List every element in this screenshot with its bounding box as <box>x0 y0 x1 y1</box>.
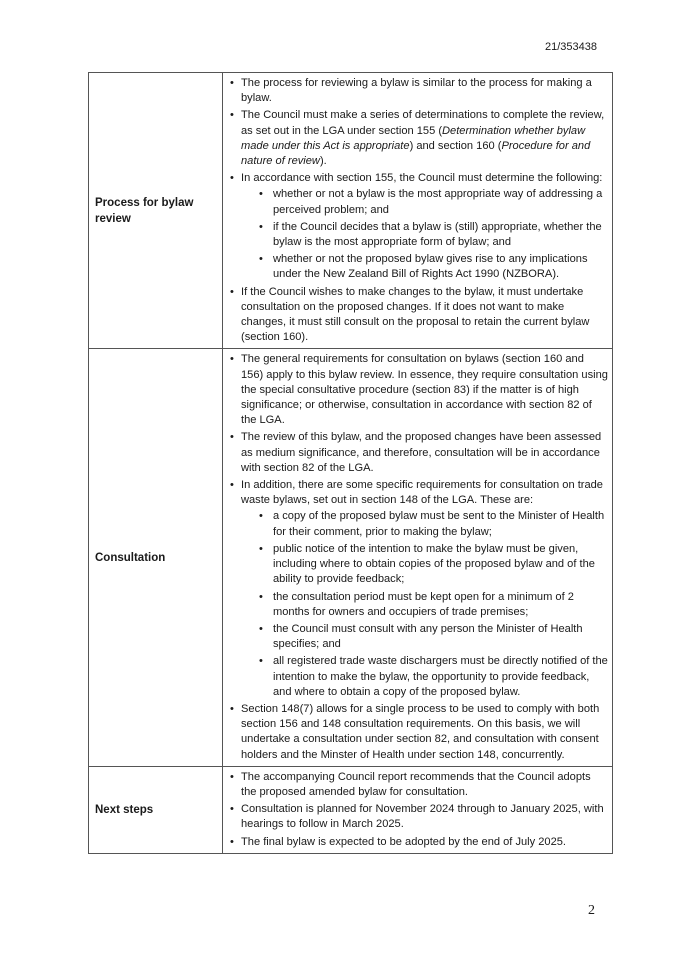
list-item: • Section 148(7) allows for a single process to be used to comply with both section 156 and 148 consultation requirements. On this basis, we will undertake a consultation under section 82, and consultation with consent holders and the Minster of Health under section 148, concurrently. <box>229 702 608 763</box>
list-item: • The Council must make a series of determinations to complete the review, as set out in the LGA under section 155 (Determination whether bylaw made under this Act is appropriate) and section 160 (Procedure for and nature of review). <box>229 108 608 169</box>
bullet-list <box>229 76 608 345</box>
table-row <box>89 349 613 766</box>
list-item: • If the Council wishes to make changes to the bylaw, it must undertake consultation on the proposed changes. If it does not want to make changes, it must still consult on the proposal to retain the current bylaw (section 160). <box>229 285 608 346</box>
list-item: • The accompanying Council report recommends that the Council adopts the proposed amended bylaw for consultation. <box>229 770 608 800</box>
table-row <box>89 766 613 853</box>
document-reference: 21/353438 <box>545 41 597 53</box>
row-content <box>223 73 613 349</box>
bullet-list <box>229 352 608 762</box>
sub-list-item: • all registered trade waste dischargers must be directly notified of the intention to make the bylaw, the opportunity to provide feedback, and where to obtain a copy of the proposed bylaw. <box>241 654 608 700</box>
list-item: • The general requirements for consultation on bylaws (section 160 and 156) apply to this bylaw review. In essence, they require consultation using the special consultative procedure (section 83) if the matter is of high significance; or otherwise, consultation in accordance with section 82 of the LGA. <box>229 352 608 428</box>
row-content <box>223 349 613 766</box>
list-item: • The process for reviewing a bylaw is similar to the process for making a bylaw. <box>229 76 608 106</box>
row-label: Consultation <box>89 349 223 766</box>
sub-list-item: • public notice of the intention to make the bylaw must be given, including where to obtain copies of the proposed bylaw and of the ability to provide feedback; <box>241 542 608 588</box>
bylaw-review-table <box>88 72 613 854</box>
row-content <box>223 766 613 853</box>
sub-bullet-list <box>241 509 608 699</box>
row-label: Next steps <box>89 766 223 853</box>
sub-list-item: • whether or not a bylaw is the most appropriate way of addressing a perceived problem; and <box>241 187 608 217</box>
row-label: Process for bylaw review <box>89 73 223 349</box>
sub-list-item: • the Council must consult with any person the Minister of Health specifies; and <box>241 622 608 652</box>
sub-list-item: • a copy of the proposed bylaw must be sent to the Minister of Health for their comment, prior to making the bylaw; <box>241 509 608 539</box>
list-item: • The final bylaw is expected to be adopted by the end of July 2025. <box>229 835 608 850</box>
sub-list-item: • the consultation period must be kept open for a minimum of 2 months for owners and occupiers of trade premises; <box>241 590 608 620</box>
bullet-list <box>229 770 608 850</box>
sub-list-item: • whether or not the proposed bylaw gives rise to any implications under the New Zealand Bill of Rights Act 1990 (NZBORA). <box>241 252 608 282</box>
sub-bullet-list <box>241 187 608 282</box>
list-item: • The review of this bylaw, and the proposed changes have been assessed as medium significance, and therefore, consultation will be in accordance with section 82 of the LGA. <box>229 430 608 476</box>
page-number: 2 <box>588 903 595 918</box>
list-item: • Consultation is planned for November 2024 through to January 2025, with hearings to follow in March 2025. <box>229 802 608 832</box>
table-row <box>89 73 613 349</box>
list-item: • In accordance with section 155, the Council must determine the following: • whether or not a bylaw is the most appropriate way of addressing a perceived problem; and • if the Council decides that a bylaw is (still) appropriate, whether the bylaw is the most appropriate form of bylaw; and • whether or not the proposed bylaw gives rise to any implications under the New Zealand Bill of Rights Act 1990 (NZBORA). <box>229 171 608 282</box>
list-item: • In addition, there are some specific requirements for consultation on trade waste bylaws, set out in section 148 of the LGA. These are: • a copy of the proposed bylaw must be sent to the Minister of Health for their comment, prior to making the bylaw; • public notice of the intention to make the bylaw must be given, including where to obtain copies of the proposed bylaw and of the ability to provide feedback; • the consultation period must be kept open for a minimum of 2 months for owners and occupiers of trade premises; • the Council must consult with any person the Minister of Health specifies; and • all registered trade waste dischargers must be directly notified of the intention to make the bylaw, the opportunity to provide feedback, and where to obtain a copy of the proposed bylaw. <box>229 478 608 700</box>
sub-list-item: • if the Council decides that a bylaw is (still) appropriate, whether the bylaw is the most appropriate form of bylaw; and <box>241 220 608 250</box>
